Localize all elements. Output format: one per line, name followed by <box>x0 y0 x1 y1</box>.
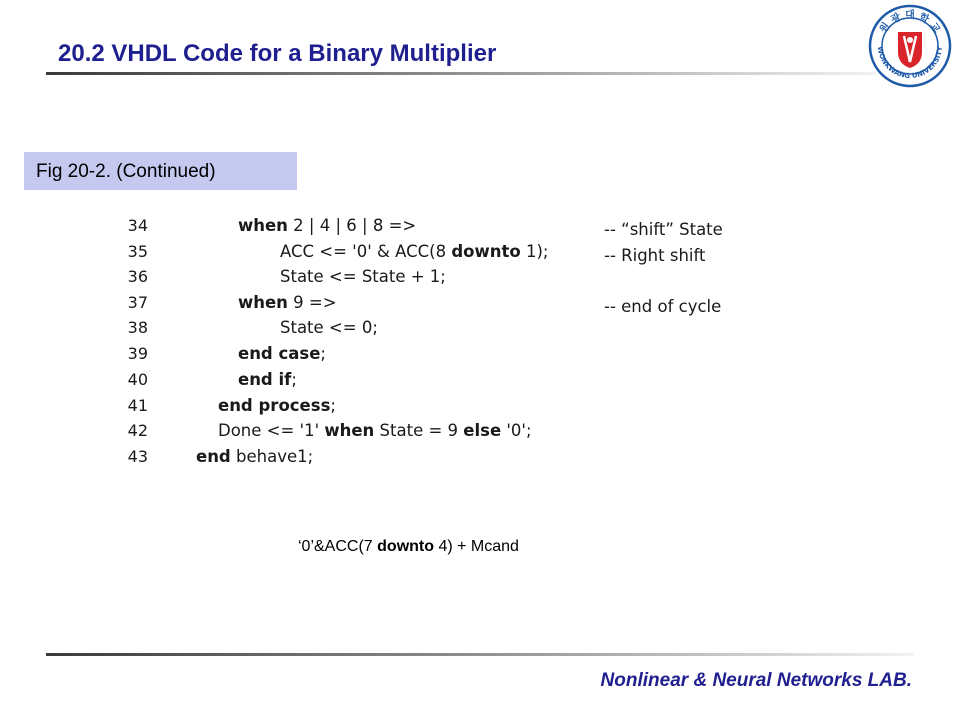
code-token: 1); <box>520 242 549 261</box>
code-keyword: end process <box>218 396 331 415</box>
code-keyword: end if <box>238 370 292 389</box>
code-token: State <= State + 1; <box>280 267 446 286</box>
code-keyword: else <box>463 421 502 440</box>
line-number: 40 <box>127 370 148 389</box>
figure-label: Fig 20-2. (Continued) <box>24 152 297 190</box>
code-text <box>238 216 416 235</box>
lab-footer: Nonlinear & Neural Networks LAB. <box>600 670 912 691</box>
code-keyword: when <box>238 216 288 235</box>
line-number: 39 <box>127 344 148 363</box>
code-keyword: when <box>238 293 288 312</box>
footer-rule <box>46 653 914 656</box>
expression-token: ‘0’&ACC(7 <box>298 538 378 555</box>
code-text <box>218 396 336 415</box>
line-number: 42 <box>127 421 148 440</box>
code-text <box>280 267 446 286</box>
line-number: 38 <box>127 318 148 337</box>
code-keyword: when <box>324 421 375 440</box>
code-text <box>280 318 378 337</box>
code-text <box>238 293 337 312</box>
code-comment: -- end of cycle <box>604 297 722 316</box>
code-token: behave1; <box>230 447 314 466</box>
code-keyword: end case <box>238 344 321 363</box>
logo-text-bottom: WONKWANG UNIVERSITY <box>875 45 945 81</box>
code-text <box>218 421 532 440</box>
line-number: 34 <box>127 216 148 235</box>
code-token: 9 => <box>287 293 337 312</box>
logo-text-top: 원 광 대 학 교 <box>878 10 942 36</box>
code-token: State = 9 <box>374 421 464 440</box>
code-token: ; <box>320 344 326 363</box>
line-number: 35 <box>127 242 148 261</box>
line-number: 43 <box>127 447 148 466</box>
code-keyword: downto <box>451 242 521 261</box>
code-keyword: end <box>196 447 231 466</box>
code-text <box>238 370 297 389</box>
code-comment: -- Right shift <box>604 246 706 265</box>
line-number: 36 <box>127 267 148 286</box>
code-text <box>196 447 313 466</box>
slide-title: 20.2 VHDL Code for a Binary Multiplier <box>58 40 497 67</box>
expression-text <box>298 538 519 556</box>
code-token: Done <= '1' <box>218 421 325 440</box>
code-token: ; <box>330 396 336 415</box>
expression-token: 4) + Mcand <box>434 538 519 555</box>
code-token: 2 | 4 | 6 | 8 => <box>287 216 417 235</box>
code-token: '0'; <box>501 421 532 440</box>
expression-keyword: downto <box>377 538 435 555</box>
code-token: ACC <= '0' & ACC(8 <box>280 242 452 261</box>
line-number: 37 <box>127 293 148 312</box>
code-token: ; <box>291 370 297 389</box>
code-token: State <= 0; <box>280 318 378 337</box>
code-comment: -- “shift” State <box>604 220 723 239</box>
title-underline <box>46 72 876 75</box>
university-logo <box>868 4 952 88</box>
line-number: 41 <box>127 396 148 415</box>
code-text <box>280 242 548 261</box>
code-text <box>238 344 326 363</box>
